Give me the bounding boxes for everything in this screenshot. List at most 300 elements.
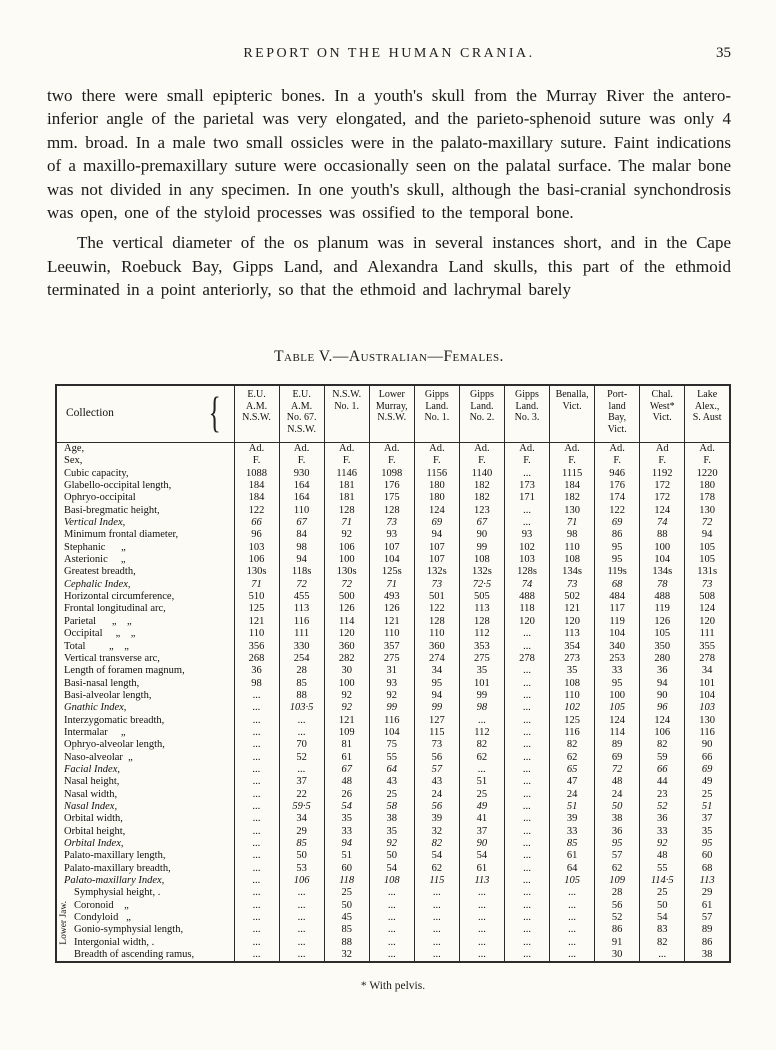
table-cell: 105 (640, 628, 685, 640)
column-header: Gipps Land. No. 2. (459, 385, 504, 443)
table-cell: 64 (369, 764, 414, 776)
table-row (56, 492, 730, 504)
table-cell: ... (234, 937, 279, 949)
table-cell: 180 (414, 480, 459, 492)
table-cell: ... (550, 900, 595, 912)
table-cell: 37 (685, 813, 730, 825)
table-cell: 90 (685, 739, 730, 751)
table-cell: 60 (324, 863, 369, 875)
table-cell: 50 (640, 900, 685, 912)
table-cell: 82 (459, 739, 504, 751)
table-cell: 61 (685, 900, 730, 912)
table-row (56, 480, 730, 492)
table-cell: ... (414, 924, 459, 936)
table-row (56, 603, 730, 615)
table-cell: ... (504, 863, 549, 875)
table-cell: 86 (685, 937, 730, 949)
table-cell: 89 (685, 924, 730, 936)
table-cell: 22 (279, 789, 324, 801)
table-cell: 501 (414, 591, 459, 603)
table-cell: ... (504, 937, 549, 949)
table-cell: 113 (685, 875, 730, 887)
table-cell: 72 (324, 579, 369, 591)
table-cell: 50 (324, 900, 369, 912)
table-cell: 51 (324, 850, 369, 862)
table-cell: 108 (550, 554, 595, 566)
row-label: Symphysial height, . (56, 887, 234, 899)
table-cell: 82 (640, 937, 685, 949)
table-cell: 107 (369, 542, 414, 554)
collection-label: Collection (66, 407, 114, 420)
column-header: Gipps Land. No. 1. (414, 385, 459, 443)
table-row (56, 702, 730, 714)
table-cell: 90 (459, 838, 504, 850)
table-row (56, 591, 730, 603)
table-cell: 1088 (234, 468, 279, 480)
table-cell: Ad. (369, 443, 414, 456)
table-cell: ... (279, 727, 324, 739)
table-cell: F. (459, 455, 504, 467)
table-cell: ... (459, 924, 504, 936)
table-cell: ... (640, 949, 685, 962)
table-cell: 68 (685, 863, 730, 875)
table-cell: 164 (279, 492, 324, 504)
table-cell: 92 (369, 690, 414, 702)
table-cell: 268 (234, 653, 279, 665)
table-cell: 103 (685, 702, 730, 714)
table-cell: 28 (279, 665, 324, 677)
table-cell: 32 (414, 826, 459, 838)
table-cell: 35 (550, 665, 595, 677)
table-cell: 182 (459, 480, 504, 492)
table-cell: F. (369, 455, 414, 467)
table-cell: 69 (595, 752, 640, 764)
table-cell: 52 (595, 912, 640, 924)
table-cell: 124 (685, 603, 730, 615)
table-cell: 274 (414, 653, 459, 665)
table-cell: ... (459, 764, 504, 776)
table-cell: F. (640, 455, 685, 467)
table-cell: 182 (550, 492, 595, 504)
table-cell: 54 (414, 850, 459, 862)
table-cell: 108 (550, 678, 595, 690)
table-cell: 119s (595, 566, 640, 578)
table-cell: 92 (324, 529, 369, 541)
table-cell: 111 (685, 628, 730, 640)
footnote: * With pelvis. (360, 980, 426, 992)
table-cell: 116 (279, 616, 324, 628)
row-label: Cubic capacity, (56, 468, 234, 480)
row-label: Orbital Index, (56, 838, 234, 850)
collection-brace: { (208, 389, 221, 438)
table-row (56, 468, 730, 480)
table-row (56, 653, 730, 665)
table-cell: 85 (324, 924, 369, 936)
table-cell: ... (414, 887, 459, 899)
table-cell: ... (504, 887, 549, 899)
table-cell: 180 (414, 492, 459, 504)
table-cell: 106 (234, 554, 279, 566)
table-cell: 488 (640, 591, 685, 603)
table-cell: 56 (595, 900, 640, 912)
table-cell: 122 (595, 505, 640, 517)
table-cell: 106 (324, 542, 369, 554)
table-cell: 43 (414, 776, 459, 788)
table-cell: 85 (550, 838, 595, 850)
table-cell: 105 (685, 554, 730, 566)
table-cell: ... (234, 863, 279, 875)
table-cell: 25 (685, 789, 730, 801)
table-cell: 34 (414, 665, 459, 677)
table-cell: ... (504, 715, 549, 727)
table-cell: 114 (324, 616, 369, 628)
table-cell: F. (550, 455, 595, 467)
row-label: Stephanic „ (56, 542, 234, 554)
row-label: Cephalic Index, (56, 579, 234, 591)
row-label: Greatest breadth, (56, 566, 234, 578)
table-cell: ... (369, 887, 414, 899)
table-cell: 350 (640, 641, 685, 653)
table-cell: 95 (595, 838, 640, 850)
table-cell: 88 (279, 690, 324, 702)
table-cell: ... (279, 715, 324, 727)
table-cell: 75 (369, 739, 414, 751)
table-row (56, 554, 730, 566)
row-label: Palato-maxillary length, (56, 850, 234, 862)
table-row (56, 912, 730, 924)
table-cell: 57 (685, 912, 730, 924)
table-cell: 24 (595, 789, 640, 801)
table-cell: 38 (595, 813, 640, 825)
table-cell: 120 (324, 628, 369, 640)
table-cell: ... (234, 739, 279, 751)
table-cell: ... (504, 628, 549, 640)
table-cell: 253 (595, 653, 640, 665)
table-row (56, 727, 730, 739)
table-cell: ... (459, 887, 504, 899)
table-cell: ... (234, 887, 279, 899)
table-cell: 134s (640, 566, 685, 578)
table-cell: 113 (459, 875, 504, 887)
table-cell: 94 (414, 690, 459, 702)
table-cell: 71 (369, 579, 414, 591)
table-cell: 110 (234, 628, 279, 640)
table-cell: 173 (504, 480, 549, 492)
table-cell: 51 (685, 801, 730, 813)
table-cell: ... (234, 850, 279, 862)
table-cell: 172 (640, 480, 685, 492)
paragraph-1: two there were small epipteric bones. In a youth's skull from the Murray River the antero-inferior angle of the parietal was very elongated, and the parieto-sphenoid suture was only 4 mm. broad. In a male two small ossicles were in the palato-maxillary suture. Faint indications of a maxillo-premaxillary suture were occasionally seen on the palatal surface. The malar bone was not divided in any specimen. In one youth's skull, although the basi-cranial synchondrosis was open, one of the styloid processes was ossified to the temporal bone. (47, 86, 731, 223)
table-cell: 115 (414, 875, 459, 887)
table-cell: ... (504, 875, 549, 887)
table-cell: 110 (550, 690, 595, 702)
table-row (56, 529, 730, 541)
table-cell: ... (279, 912, 324, 924)
table-cell: 95 (595, 678, 640, 690)
table-cell: ... (504, 505, 549, 517)
table-cell: 54 (324, 801, 369, 813)
table-cell: 354 (550, 641, 595, 653)
lower-jaw-label: Lower Jaw. (59, 901, 69, 945)
column-header: N.S.W. No. 1. (324, 385, 369, 443)
table-cell: 65 (550, 764, 595, 776)
row-label: Parietal „ „ (56, 616, 234, 628)
table-cell: 70 (279, 739, 324, 751)
table-cell: 72·5 (459, 579, 504, 591)
table-cell: 95 (414, 678, 459, 690)
table-cell: ... (414, 900, 459, 912)
table-cell: 82 (640, 739, 685, 751)
table-cell: 24 (550, 789, 595, 801)
table-cell: Ad. (504, 443, 549, 456)
table-cell: 95 (685, 838, 730, 850)
table-cell: ... (504, 764, 549, 776)
table-cell: 128 (369, 505, 414, 517)
table-row (56, 789, 730, 801)
table-cell: 118 (324, 875, 369, 887)
table-cell: ... (234, 900, 279, 912)
table-cell: 128s (504, 566, 549, 578)
table-cell: 130s (234, 566, 279, 578)
table-cell: 71 (550, 517, 595, 529)
table-cell: 93 (369, 678, 414, 690)
table-cell: ... (504, 468, 549, 480)
table-cell: ... (369, 949, 414, 962)
table-cell: Ad. (595, 443, 640, 456)
column-header: Gipps Land. No. 3. (504, 385, 549, 443)
table-cell: 50 (369, 850, 414, 862)
table-cell: 1146 (324, 468, 369, 480)
table-cell: ... (279, 924, 324, 936)
table-cell: 128 (459, 616, 504, 628)
table-cell: 181 (324, 480, 369, 492)
table-cell: 122 (234, 505, 279, 517)
table-cell: F. (234, 455, 279, 467)
table-cell: 130 (685, 505, 730, 517)
table-cell: 53 (279, 863, 324, 875)
row-label: Interzygomatic breadth, (56, 715, 234, 727)
table-row (56, 566, 730, 578)
table-cell: 104 (685, 690, 730, 702)
table-cell: 94 (640, 678, 685, 690)
table-cell: 34 (685, 665, 730, 677)
table-cell: 51 (459, 776, 504, 788)
table-cell: 282 (324, 653, 369, 665)
table-cell: ... (234, 690, 279, 702)
row-label: Vertical Index, (56, 517, 234, 529)
table-cell: 99 (459, 542, 504, 554)
table-cell: 48 (595, 776, 640, 788)
table-row (56, 690, 730, 702)
table-cell: 89 (595, 739, 640, 751)
table-row (56, 887, 730, 899)
table-cell: 930 (279, 468, 324, 480)
table-cell: 280 (640, 653, 685, 665)
table-cell: 119 (595, 616, 640, 628)
row-label: Glabello-occipital length, (56, 480, 234, 492)
table-row (56, 641, 730, 653)
table-cell: 38 (369, 813, 414, 825)
table-cell: 62 (459, 752, 504, 764)
table-cell: 29 (279, 826, 324, 838)
table-cell: 110 (279, 505, 324, 517)
table-cell: 178 (685, 492, 730, 504)
table-cell: 51 (550, 801, 595, 813)
table-cell: ... (504, 801, 549, 813)
row-label: Gnathic Index, (56, 702, 234, 714)
table-cell: 35 (369, 826, 414, 838)
table-cell: 35 (685, 826, 730, 838)
table-cell: 100 (324, 678, 369, 690)
table-cell: ... (234, 752, 279, 764)
table-cell: 41 (459, 813, 504, 825)
table-cell: 90 (640, 690, 685, 702)
table-cell: 275 (369, 653, 414, 665)
table-cell: 59·5 (279, 801, 324, 813)
table-cell: 505 (459, 591, 504, 603)
table-cell: 355 (685, 641, 730, 653)
table-cell: ... (459, 937, 504, 949)
table-cell: ... (234, 789, 279, 801)
table-cell: 69 (685, 764, 730, 776)
table-cell: 82 (550, 739, 595, 751)
table-cell: 60 (685, 850, 730, 862)
table-cell: 47 (550, 776, 595, 788)
table-cell: 484 (595, 591, 640, 603)
table-cell: 114·5 (640, 875, 685, 887)
table-cell: 96 (234, 529, 279, 541)
table-cell: 96 (640, 702, 685, 714)
table-cell: 88 (640, 529, 685, 541)
table-cell: 110 (414, 628, 459, 640)
table-cell: 111 (279, 628, 324, 640)
table-cell: 131s (685, 566, 730, 578)
table-cell: ... (504, 727, 549, 739)
table-row (56, 542, 730, 554)
table-cell: 86 (595, 529, 640, 541)
table-cell: 86 (595, 924, 640, 936)
table-cell: ... (414, 912, 459, 924)
table-cell: ... (504, 678, 549, 690)
table-cell: 71 (234, 579, 279, 591)
table-cell: 54 (459, 850, 504, 862)
table-cell: Ad. (234, 443, 279, 456)
table-cell: 112 (459, 727, 504, 739)
table-row (56, 455, 730, 467)
table-cell: ... (234, 949, 279, 962)
row-label: Facial Index, (56, 764, 234, 776)
table-row (56, 813, 730, 825)
table-cell: 184 (550, 480, 595, 492)
lower-jaw-group-label (58, 886, 70, 960)
row-label: Minimum frontal diameter, (56, 529, 234, 541)
table-cell: 35 (324, 813, 369, 825)
table-cell: 45 (324, 912, 369, 924)
table-cell: 54 (640, 912, 685, 924)
table-cell: 69 (595, 517, 640, 529)
table-cell: 33 (550, 826, 595, 838)
table-cell: 69 (414, 517, 459, 529)
table-row (56, 875, 730, 887)
table-cell: ... (504, 826, 549, 838)
table-cell: 100 (324, 554, 369, 566)
table-cell: 176 (595, 480, 640, 492)
row-label: Intergonial width, . (56, 937, 234, 949)
table-cell: 103 (234, 542, 279, 554)
row-label: Frontal longitudinal arc, (56, 603, 234, 615)
table-cell: Ad. (550, 443, 595, 456)
row-label: Horizontal circumference, (56, 591, 234, 603)
table-cell: 116 (685, 727, 730, 739)
paragraph-2: The vertical diameter of the os planum was in several instances short, and in the Cape Leeuwin, Roebuck Bay, Gipps Land, and Alexandra Land skulls, this part of the ethmoid terminated in a point anteriorly, so that the ethmoid and lachrymal barely (47, 233, 731, 300)
table-cell: 94 (414, 529, 459, 541)
table-cell: ... (504, 752, 549, 764)
table-cell: 71 (324, 517, 369, 529)
column-header: Lower Murray, N.S.W. (369, 385, 414, 443)
table-cell: 44 (640, 776, 685, 788)
table-cell: 103 (504, 554, 549, 566)
table-cell: 37 (279, 776, 324, 788)
table-cell: 23 (640, 789, 685, 801)
table-cell: 66 (685, 752, 730, 764)
table-cell: 83 (640, 924, 685, 936)
table-row (56, 924, 730, 936)
table-cell: 113 (279, 603, 324, 615)
table-cell: 114 (595, 727, 640, 739)
table-cell: ... (504, 924, 549, 936)
table-cell: 121 (369, 616, 414, 628)
table-cell: 128 (414, 616, 459, 628)
row-label: Total „ „ (56, 641, 234, 653)
table-cell: ... (459, 949, 504, 962)
table-cell: 118s (279, 566, 324, 578)
table-cell: 340 (595, 641, 640, 653)
table-cell: 124 (414, 505, 459, 517)
table-cell: 124 (640, 715, 685, 727)
page-number: 35 (716, 45, 731, 61)
table-cell: ... (504, 850, 549, 862)
row-label: Sex, (56, 455, 234, 467)
table-cell: 84 (279, 529, 324, 541)
table-cell: ... (234, 838, 279, 850)
table-cell: 57 (414, 764, 459, 776)
table-row (56, 616, 730, 628)
table-cell: 121 (550, 603, 595, 615)
table-cell: 356 (234, 641, 279, 653)
table-cell: 88 (324, 937, 369, 949)
table-cell: 118 (504, 603, 549, 615)
table-cell: 353 (459, 641, 504, 653)
table-cell: F. (324, 455, 369, 467)
table-cell: 184 (234, 480, 279, 492)
collection-header (56, 385, 234, 443)
row-label: Nasal width, (56, 789, 234, 801)
row-label: Occipital „ „ (56, 628, 234, 640)
row-label: Ophryo-alveolar length, (56, 739, 234, 751)
table-cell: 72 (595, 764, 640, 776)
table-cell: 104 (595, 628, 640, 640)
table-cell: 50 (595, 801, 640, 813)
running-head: REPORT ON THE HUMAN CRANIA. (243, 46, 535, 61)
table-cell: 39 (414, 813, 459, 825)
table-cell: 182 (459, 492, 504, 504)
table-cell: 92 (324, 690, 369, 702)
row-label: Palato-maxillary Index, (56, 875, 234, 887)
table-cell: 94 (685, 529, 730, 541)
table-cell: 103·5 (279, 702, 324, 714)
table-cell: 32 (324, 949, 369, 962)
row-label: Vertical transverse arc, (56, 653, 234, 665)
